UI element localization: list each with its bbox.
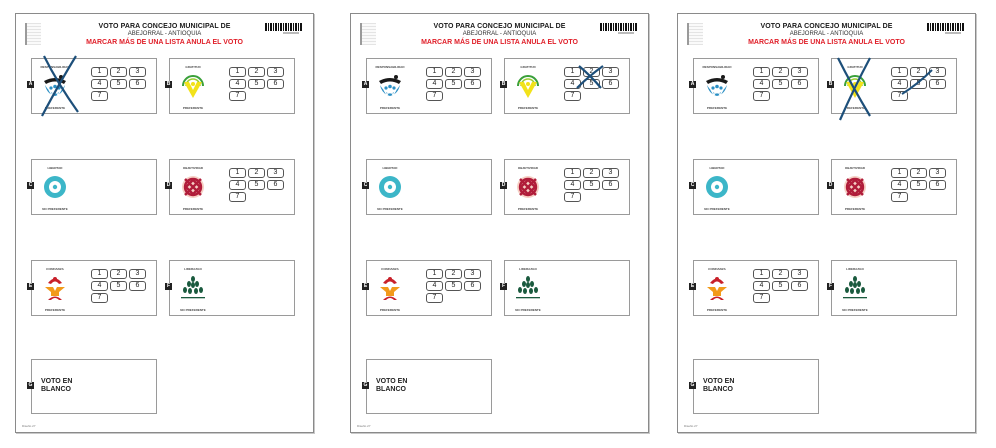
party-name: RESPONSABILIDAD: [375, 65, 405, 69]
candidate-number-box[interactable]: 2: [445, 67, 462, 77]
party-list-b[interactable]: [501, 58, 630, 114]
blank-vote-box[interactable]: [28, 359, 157, 414]
vote-type-label: NO PREFERENTE: [704, 207, 730, 211]
candidate-number-box[interactable]: 5: [110, 79, 127, 89]
vote-type-label: PREFERENTE: [706, 106, 728, 110]
candidate-number-box[interactable]: 3: [929, 67, 946, 77]
candidate-number-box[interactable]: 4: [891, 79, 908, 89]
objetividad-logo-icon[interactable]: [841, 173, 869, 201]
ballot-warning: MARCAR MÁS DE UNA LISTA ANULA EL VOTO: [86, 39, 243, 46]
candidate-number-box[interactable]: 1: [891, 67, 908, 77]
ballot-sheet-1: [15, 13, 314, 433]
candidate-number-box[interactable]: 4: [91, 281, 108, 291]
candidate-number-box[interactable]: 4: [229, 180, 246, 190]
candidate-number-box[interactable]: 3: [267, 168, 284, 178]
blank-vote-label: [703, 378, 743, 394]
party-name: LIDERAZGO: [519, 267, 537, 271]
candidate-number-box[interactable]: 3: [791, 67, 808, 77]
candidate-number-box[interactable]: 4: [753, 79, 770, 89]
candidate-number-box[interactable]: 1: [426, 269, 443, 279]
blank-vote-line2: BLANCO: [376, 386, 406, 393]
vote-type-label: PREFERENTE: [844, 207, 866, 211]
vote-type-label: PREFERENTE: [379, 308, 401, 312]
party-list-c[interactable]: [363, 159, 492, 215]
party-name: OBJETIVIDAD: [182, 166, 204, 170]
candidate-number-box[interactable]: 2: [110, 269, 127, 279]
candidate-number-box[interactable]: 2: [772, 67, 789, 77]
candidate-number-box[interactable]: 5: [445, 79, 462, 89]
candidate-number-box[interactable]: 3: [129, 269, 146, 279]
blank-vote-line2: BLANCO: [703, 386, 733, 393]
blank-vote-line1: VOTO EN: [703, 378, 735, 385]
party-list-a[interactable]: [690, 58, 819, 114]
candidate-number-box[interactable]: 6: [929, 79, 946, 89]
list-letter: E: [363, 283, 368, 289]
candidate-number-box[interactable]: 5: [248, 79, 265, 89]
list-letter: B: [166, 81, 171, 87]
candidate-number-box[interactable]: 2: [772, 269, 789, 279]
objetividad-logo-icon[interactable]: [179, 173, 207, 201]
candidate-number-box[interactable]: 2: [248, 67, 265, 77]
party-name: CONFIANZA: [381, 267, 399, 271]
candidate-number-box[interactable]: 7: [229, 192, 246, 202]
candidate-number-box[interactable]: 6: [791, 79, 808, 89]
candidate-number-box[interactable]: 7: [229, 91, 246, 101]
blank-vote-letter: G: [363, 382, 368, 388]
ballot-footer: Diseño 27: [22, 424, 36, 428]
party-list-e[interactable]: [363, 260, 492, 316]
list-letter: C: [28, 182, 33, 188]
party-list-a[interactable]: [28, 58, 157, 114]
candidate-number-box[interactable]: 6: [267, 79, 284, 89]
candidate-number-box[interactable]: 4: [891, 180, 908, 190]
blank-vote-letter: G: [690, 382, 695, 388]
party-name: CONFIANZA: [46, 267, 64, 271]
party-name: LIBERTAD: [382, 166, 398, 170]
candidate-number-box[interactable]: 6: [602, 79, 619, 89]
candidate-number-box[interactable]: 1: [91, 67, 108, 77]
candidate-number-box[interactable]: 2: [583, 67, 600, 77]
candidate-number-box[interactable]: 5: [583, 79, 600, 89]
liderazgo-logo-icon[interactable]: [514, 274, 542, 302]
vote-type-label: PREFERENTE: [182, 207, 204, 211]
candidate-number-box[interactable]: 5: [772, 79, 789, 89]
candidate-number-box[interactable]: 7: [426, 91, 443, 101]
party-list-a[interactable]: [363, 58, 492, 114]
blank-vote-line2: BLANCO: [41, 386, 71, 393]
list-letter: F: [828, 283, 833, 289]
party-name: GRATITUD: [520, 65, 536, 69]
candidate-number-box[interactable]: 6: [791, 281, 808, 291]
vote-type-label: PREFERENTE: [44, 308, 66, 312]
liderazgo-logo-icon[interactable]: [179, 274, 207, 302]
ballot-title: VOTO PARA CONCEJO MUNICIPAL DE: [433, 23, 566, 30]
ballot-header: [16, 23, 313, 46]
candidate-number-box[interactable]: 5: [110, 281, 127, 291]
candidate-number-box[interactable]: 5: [910, 79, 927, 89]
party-name: OBJETIVIDAD: [844, 166, 866, 170]
candidate-number-box[interactable]: 5: [248, 180, 265, 190]
ballot-title: VOTO PARA CONCEJO MUNICIPAL DE: [98, 23, 231, 30]
candidate-number-box[interactable]: 1: [229, 67, 246, 77]
candidate-number-box[interactable]: 1: [753, 67, 770, 77]
party-name: OBJETIVIDAD: [517, 166, 539, 170]
candidate-number-box[interactable]: 4: [753, 281, 770, 291]
vote-type-label: NO PREFERENTE: [42, 207, 68, 211]
vote-type-label: PREFERENTE: [844, 106, 866, 110]
party-name: GRATITUD: [185, 65, 201, 69]
candidate-number-box[interactable]: 1: [91, 269, 108, 279]
ballot-location: ABEJORRAL - ANTIOQUIA: [462, 31, 537, 37]
objetividad-logo-icon[interactable]: [514, 173, 542, 201]
candidate-number-box[interactable]: 2: [445, 269, 462, 279]
candidate-number-box[interactable]: 4: [564, 79, 581, 89]
party-list-c[interactable]: [690, 159, 819, 215]
gratitud-logo-icon[interactable]: [841, 72, 869, 100]
party-name: LIDERAZGO: [184, 267, 202, 271]
responsabilidad-logo-icon[interactable]: [41, 72, 69, 100]
candidate-number-box[interactable]: 6: [267, 180, 284, 190]
list-letter: E: [28, 283, 33, 289]
party-list-b[interactable]: [828, 58, 957, 114]
candidate-number-box[interactable]: 7: [891, 91, 908, 101]
party-list-e[interactable]: [28, 260, 157, 316]
libertad-logo-icon[interactable]: [41, 173, 69, 201]
libertad-logo-icon[interactable]: [703, 173, 731, 201]
ballot-sheet-2: [350, 13, 649, 433]
candidate-number-box[interactable]: 7: [891, 192, 908, 202]
vote-type-label: PREFERENTE: [379, 106, 401, 110]
party-name: RESPONSABILIDAD: [702, 65, 732, 69]
blank-vote-box[interactable]: [363, 359, 492, 414]
party-list-f[interactable]: [828, 260, 957, 316]
blank-vote-label: [376, 378, 416, 394]
candidate-number-box[interactable]: 3: [267, 67, 284, 77]
vote-type-label: PREFERENTE: [517, 207, 539, 211]
ballot-title: VOTO PARA CONCEJO MUNICIPAL DE: [760, 23, 893, 30]
candidate-number-box[interactable]: 1: [564, 67, 581, 77]
vote-type-label: PREFERENTE: [44, 106, 66, 110]
vote-type-label: NO PREFERENTE: [377, 207, 403, 211]
party-list-d[interactable]: [501, 159, 630, 215]
candidate-number-box[interactable]: 1: [753, 269, 770, 279]
candidate-number-box[interactable]: 7: [564, 91, 581, 101]
list-letter: B: [501, 81, 506, 87]
candidate-number-box[interactable]: 3: [464, 269, 481, 279]
candidate-number-box[interactable]: 2: [583, 168, 600, 178]
candidate-number-box[interactable]: 5: [445, 281, 462, 291]
candidate-number-box[interactable]: 3: [791, 269, 808, 279]
candidate-number-box[interactable]: 3: [929, 168, 946, 178]
candidate-number-box[interactable]: 3: [602, 168, 619, 178]
party-name: GRATITUD: [847, 65, 863, 69]
gratitud-logo-icon[interactable]: [179, 72, 207, 100]
candidate-number-box[interactable]: 6: [464, 79, 481, 89]
candidate-number-box[interactable]: 5: [910, 180, 927, 190]
list-letter: A: [28, 81, 33, 87]
candidate-number-box[interactable]: 5: [583, 180, 600, 190]
candidate-number-box[interactable]: 4: [426, 79, 443, 89]
blank-vote-box[interactable]: [690, 359, 819, 414]
confianza-logo-icon[interactable]: [703, 274, 731, 302]
candidate-number-box[interactable]: 5: [772, 281, 789, 291]
confianza-logo-icon[interactable]: [376, 274, 404, 302]
candidate-number-box[interactable]: 6: [129, 79, 146, 89]
party-list-f[interactable]: [166, 260, 295, 316]
blank-vote-line1: VOTO EN: [376, 378, 408, 385]
vote-type-label: PREFERENTE: [182, 106, 204, 110]
list-letter: A: [363, 81, 368, 87]
confianza-logo-icon[interactable]: [41, 274, 69, 302]
libertad-logo-icon[interactable]: [376, 173, 404, 201]
ballot-footer: Diseño 27: [684, 424, 698, 428]
candidate-number-box[interactable]: 7: [426, 293, 443, 303]
party-list-c[interactable]: [28, 159, 157, 215]
vote-type-label: NO PREFERENTE: [180, 308, 206, 312]
candidate-number-box[interactable]: 7: [753, 91, 770, 101]
candidate-number-box[interactable]: 1: [564, 168, 581, 178]
list-letter: C: [690, 182, 695, 188]
candidate-number-box[interactable]: 6: [929, 180, 946, 190]
list-letter: F: [166, 283, 171, 289]
blank-vote-letter: G: [28, 382, 33, 388]
candidate-number-box[interactable]: 4: [91, 79, 108, 89]
list-letter: D: [166, 182, 171, 188]
candidate-number-box[interactable]: 7: [564, 192, 581, 202]
list-letter: C: [363, 182, 368, 188]
list-letter: E: [690, 283, 695, 289]
ballot-footer: Diseño 27: [357, 424, 371, 428]
candidate-number-box[interactable]: 3: [602, 67, 619, 77]
candidate-number-box[interactable]: 6: [464, 281, 481, 291]
candidate-number-box[interactable]: 6: [602, 180, 619, 190]
blank-vote-label: [41, 378, 81, 394]
candidate-number-box[interactable]: 2: [910, 67, 927, 77]
party-name: CONFIANZA: [708, 267, 726, 271]
candidate-number-box[interactable]: 4: [229, 79, 246, 89]
candidate-number-box[interactable]: 2: [248, 168, 265, 178]
responsabilidad-logo-icon[interactable]: [376, 72, 404, 100]
ballot-warning: MARCAR MÁS DE UNA LISTA ANULA EL VOTO: [421, 39, 578, 46]
list-letter: F: [501, 283, 506, 289]
vote-type-label: NO PREFERENTE: [515, 308, 541, 312]
candidate-number-box[interactable]: 2: [110, 67, 127, 77]
party-name: RESPONSABILIDAD: [40, 65, 70, 69]
candidate-number-box[interactable]: 7: [91, 91, 108, 101]
party-list-d[interactable]: [828, 159, 957, 215]
vote-type-label: PREFERENTE: [706, 308, 728, 312]
vote-type-label: PREFERENTE: [517, 106, 539, 110]
party-list-d[interactable]: [166, 159, 295, 215]
party-list-e[interactable]: [690, 260, 819, 316]
party-list-b[interactable]: [166, 58, 295, 114]
list-letter: B: [828, 81, 833, 87]
list-letter: D: [501, 182, 506, 188]
candidate-number-box[interactable]: 3: [129, 67, 146, 77]
list-letter: D: [828, 182, 833, 188]
candidate-number-box[interactable]: 4: [426, 281, 443, 291]
party-name: LIBERTAD: [47, 166, 63, 170]
list-letter: A: [690, 81, 695, 87]
ballot-location: ABEJORRAL - ANTIOQUIA: [789, 31, 864, 37]
candidate-number-box[interactable]: 7: [91, 293, 108, 303]
blank-vote-line1: VOTO EN: [41, 378, 73, 385]
responsabilidad-logo-icon[interactable]: [703, 72, 731, 100]
candidate-number-box[interactable]: 4: [564, 180, 581, 190]
ballot-warning: MARCAR MÁS DE UNA LISTA ANULA EL VOTO: [748, 39, 905, 46]
ballot-header: [351, 23, 648, 46]
candidate-number-box[interactable]: 3: [464, 67, 481, 77]
candidate-number-box[interactable]: 7: [753, 293, 770, 303]
candidate-number-box[interactable]: 2: [910, 168, 927, 178]
vote-type-label: NO PREFERENTE: [842, 308, 868, 312]
candidate-number-box[interactable]: 6: [129, 281, 146, 291]
party-name: LIDERAZGO: [846, 267, 864, 271]
candidate-number-box[interactable]: 1: [426, 67, 443, 77]
liderazgo-logo-icon[interactable]: [841, 274, 869, 302]
gratitud-logo-icon[interactable]: [514, 72, 542, 100]
ballot-location: ABEJORRAL - ANTIOQUIA: [127, 31, 202, 37]
party-name: LIBERTAD: [709, 166, 725, 170]
ballot-header: [678, 23, 975, 46]
candidate-number-box[interactable]: 1: [891, 168, 908, 178]
party-list-f[interactable]: [501, 260, 630, 316]
candidate-number-box[interactable]: 1: [229, 168, 246, 178]
ballot-sheet-3: [677, 13, 976, 433]
